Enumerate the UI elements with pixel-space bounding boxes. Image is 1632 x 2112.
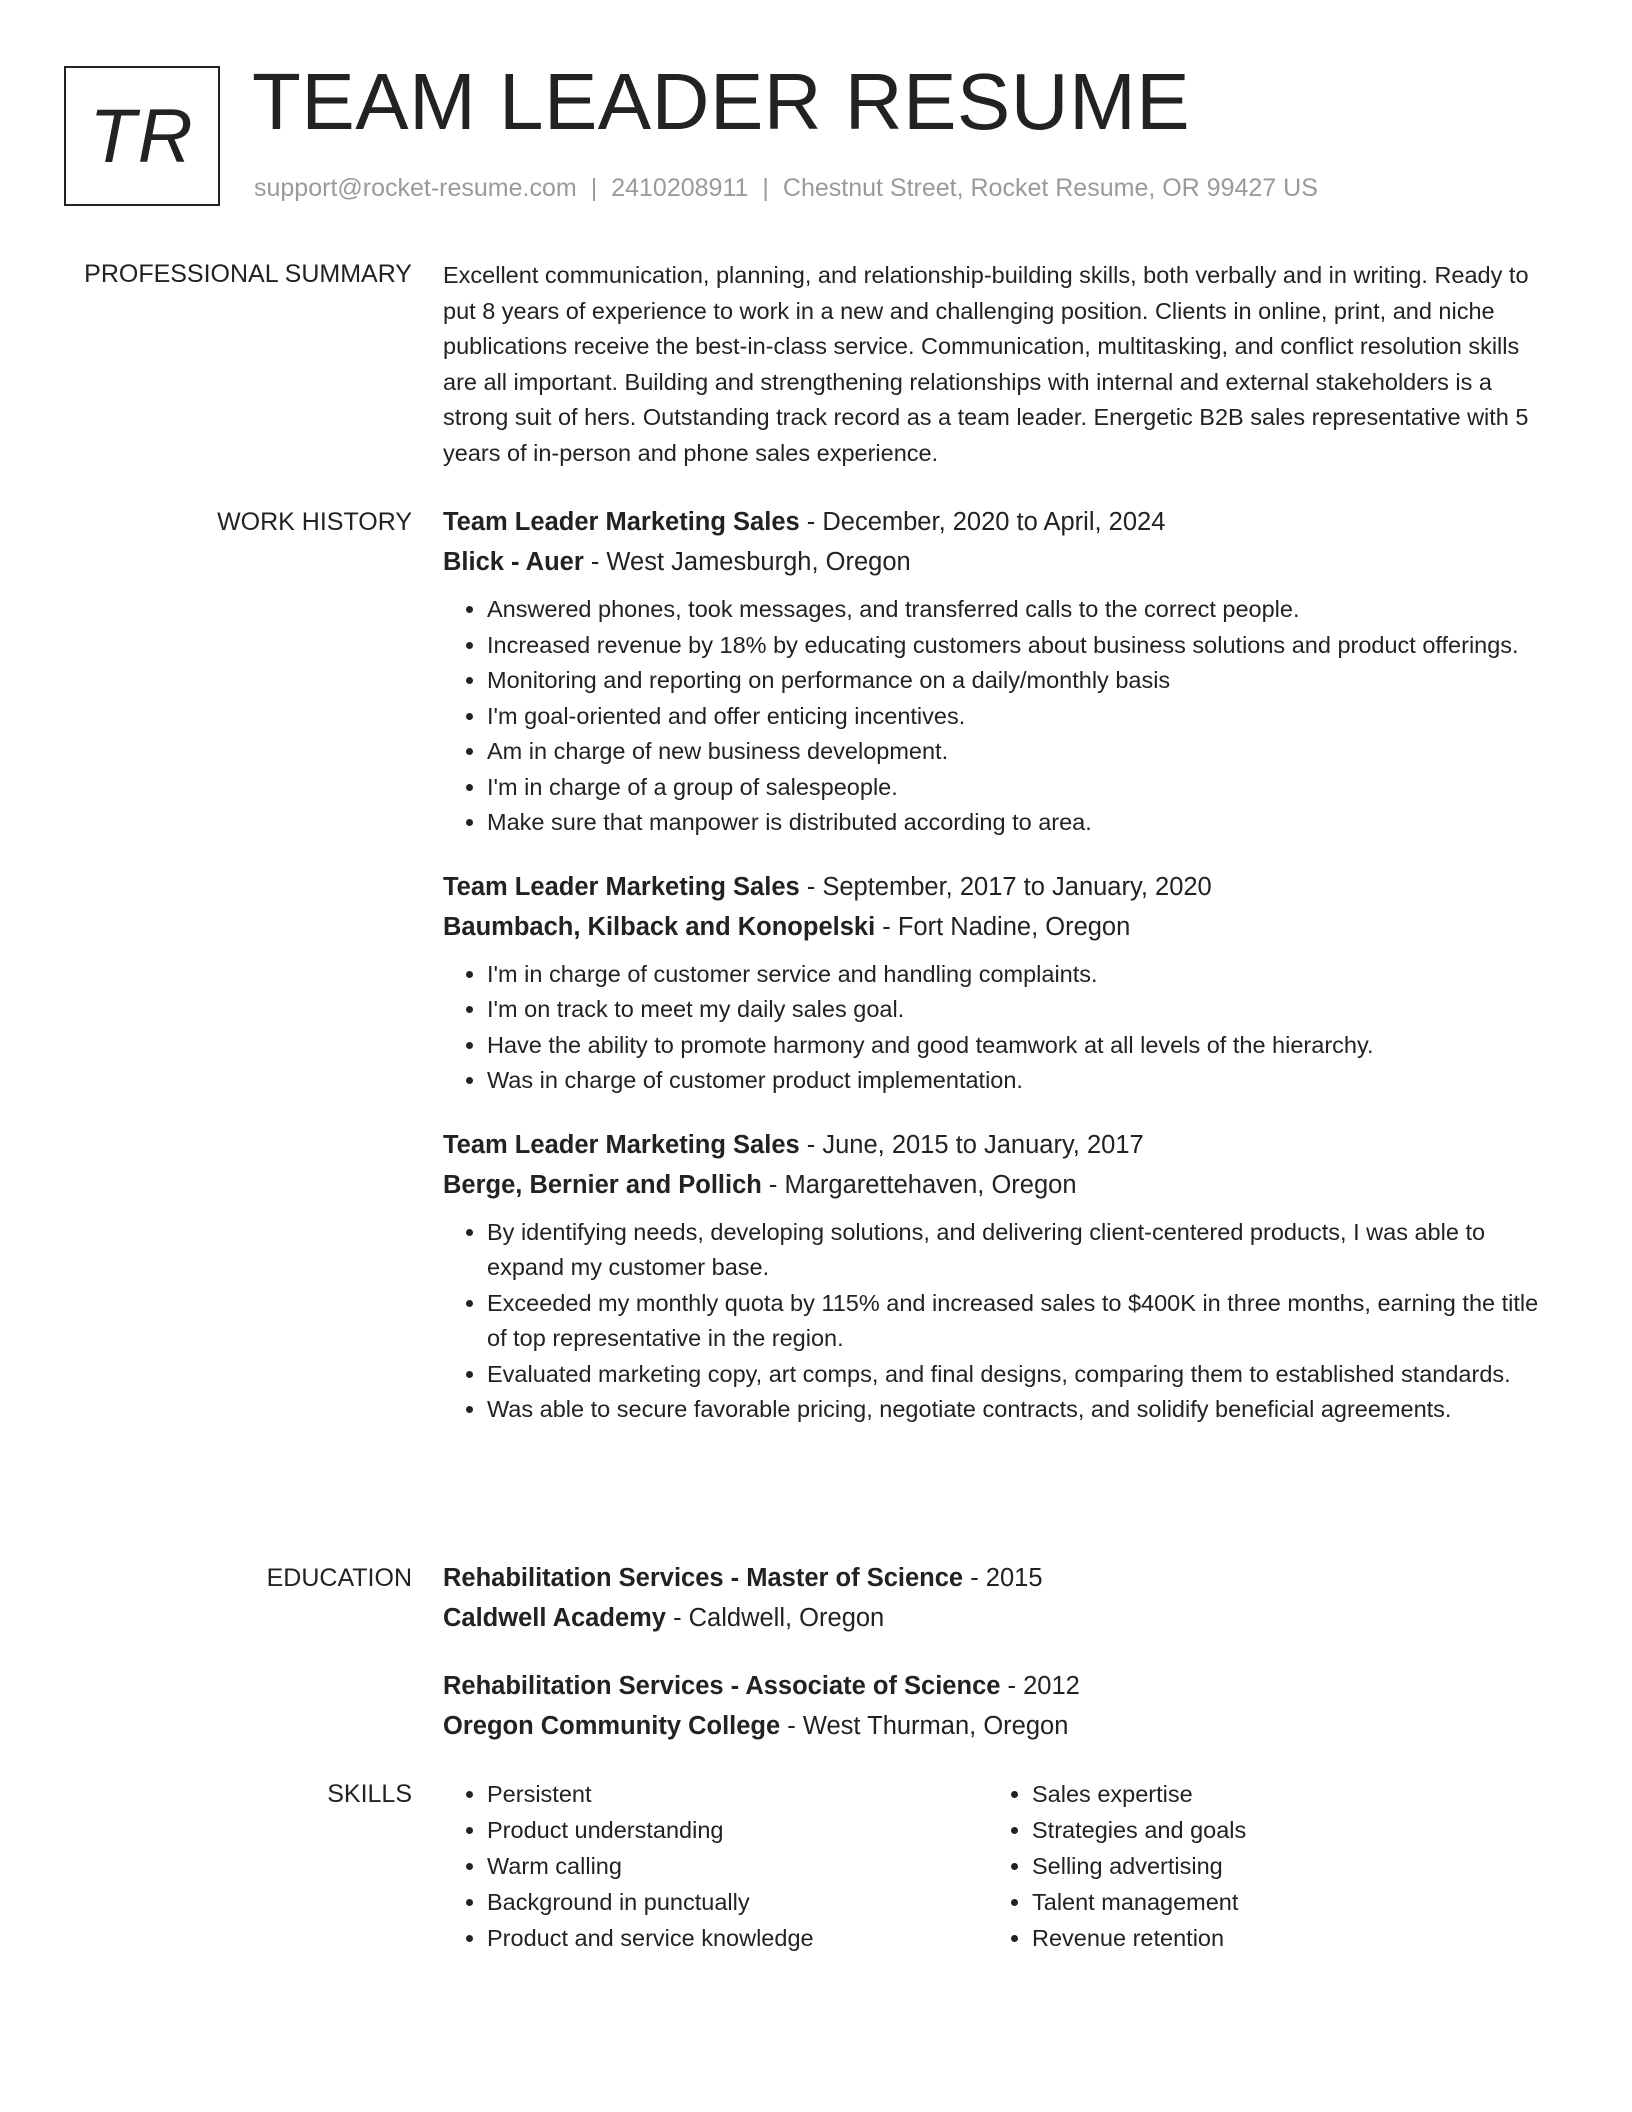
job-location: - Fort Nadine, Oregon bbox=[875, 912, 1131, 941]
job-title-line bbox=[443, 1125, 1553, 1165]
education-entry bbox=[443, 1666, 1553, 1746]
job-bullet: • Exceeded my monthly quota by 115% and increased sales to $400K in three months, earning the title of top representative in the region. bbox=[487, 1286, 1553, 1357]
job-dates: - September, 2017 to January, 2020 bbox=[799, 872, 1212, 901]
school-location: - Caldwell, Oregon bbox=[665, 1604, 885, 1632]
job-bullet: • By identifying needs, developing solutions, and delivering client-centered products, I was able to expand my customer base. bbox=[487, 1215, 1553, 1286]
skill-item: • Sales expertise bbox=[1032, 1776, 1533, 1812]
contact-line bbox=[254, 174, 1318, 203]
contact-address: Chestnut Street, Rocket Resume, OR 99427 US bbox=[782, 174, 1318, 202]
job-bullet: • Was able to secure favorable pricing, negotiate contracts, and solidify beneficial agreements. bbox=[487, 1392, 1553, 1428]
job-bullet: • Evaluated marketing copy, art comps, and final designs, comparing them to established standards. bbox=[487, 1357, 1553, 1393]
degree-line bbox=[443, 1558, 1553, 1598]
skill-item: • Revenue retention bbox=[1032, 1920, 1533, 1956]
contact-separator: | bbox=[590, 174, 598, 202]
school-line bbox=[443, 1706, 1553, 1746]
job-bullet: • I'm on track to meet my daily sales goal. bbox=[487, 992, 1553, 1028]
degree-name: Rehabilitation Services - Master of Science bbox=[443, 1564, 964, 1592]
job-company-line bbox=[443, 907, 1553, 947]
resume-title: TEAM LEADER RESUME bbox=[252, 57, 1191, 146]
skill-item: • Warm calling bbox=[487, 1848, 988, 1884]
job-bullet: • Was in charge of customer product implementation. bbox=[487, 1063, 1553, 1099]
contact-phone: 2410208911 bbox=[611, 174, 749, 202]
degree-name: Rehabilitation Services - Associate of Science bbox=[443, 1672, 1001, 1700]
job-bullet: • Monitoring and reporting on performance on a daily/monthly basis bbox=[487, 663, 1553, 699]
job-company-line bbox=[443, 542, 1553, 582]
monogram-text: TR bbox=[89, 93, 195, 179]
job-title: Team Leader Marketing Sales bbox=[443, 872, 800, 901]
job-bullet: • I'm in charge of customer service and handling complaints. bbox=[487, 957, 1553, 993]
job-title: Team Leader Marketing Sales bbox=[443, 508, 800, 536]
job-company: Blick - Auer bbox=[443, 548, 584, 576]
job-company: Baumbach, Kilback and Konopelski bbox=[443, 912, 876, 941]
school-name: Oregon Community College bbox=[443, 1712, 781, 1740]
job-bullets bbox=[443, 1215, 1553, 1428]
summary-text: Excellent communication, planning, and relationship-building skills, both verbally and in writing. Ready to put 8 years of experience to work in a new and challenging position. Clients in online, print, and niche publications receive the best-in-class service. Communication, multitasking, and conflict resolution skills are all important. Building and strengthening relationships with internal and external stakeholders is a strong suit of hers. Outstanding track record as a team leader. Energetic B2B sales representative with 5 years of in-person and phone sales experience. bbox=[443, 262, 1529, 466]
job-bullet: • Answered phones, took messages, and transferred calls to the correct people. bbox=[487, 592, 1553, 628]
section-label-education: EDUCATION bbox=[266, 1564, 412, 1592]
job-location: - Margarettehaven, Oregon bbox=[761, 1170, 1077, 1199]
job-title-line bbox=[443, 502, 1553, 542]
skill-item: • Persistent bbox=[487, 1776, 988, 1812]
monogram-badge bbox=[64, 66, 220, 206]
school-name: Caldwell Academy bbox=[443, 1604, 666, 1632]
skill-item: • Selling advertising bbox=[1032, 1848, 1533, 1884]
skills-list-left bbox=[443, 1776, 988, 1956]
section-label-summary: PROFESSIONAL SUMMARY bbox=[84, 260, 412, 288]
skill-item: • Product and service knowledge bbox=[487, 1920, 988, 1956]
degree-year: - 2012 bbox=[1000, 1672, 1080, 1700]
education-entry bbox=[443, 1558, 1553, 1638]
job-bullet: • I'm in charge of a group of salespeople. bbox=[487, 770, 1553, 806]
work-history-body bbox=[443, 502, 1553, 1454]
job-bullets bbox=[443, 957, 1553, 1099]
section-label-skills: SKILLS bbox=[327, 1780, 412, 1808]
skills-body bbox=[443, 1776, 1553, 1956]
education-body bbox=[443, 1558, 1553, 1772]
section-label-work-history: WORK HISTORY bbox=[217, 508, 412, 536]
job-dates: - June, 2015 to January, 2017 bbox=[799, 1130, 1144, 1159]
job-company: Berge, Bernier and Pollich bbox=[443, 1170, 762, 1199]
job-title: Team Leader Marketing Sales bbox=[443, 1130, 800, 1159]
job-entry bbox=[443, 867, 1553, 1099]
contact-separator: | bbox=[762, 174, 769, 202]
degree-year: - 2015 bbox=[963, 1564, 1043, 1592]
summary-body bbox=[443, 258, 1553, 471]
job-title-line bbox=[443, 867, 1553, 907]
job-entry bbox=[443, 502, 1553, 841]
contact-email: support@rocket-resume.com bbox=[254, 174, 577, 202]
school-location: - West Thurman, Oregon bbox=[780, 1712, 1069, 1740]
job-bullet: • Increased revenue by 18% by educating customers about business solutions and product offerings. bbox=[487, 628, 1553, 664]
skills-columns bbox=[443, 1776, 1553, 1956]
skill-item: • Product understanding bbox=[487, 1812, 988, 1848]
degree-line bbox=[443, 1666, 1553, 1706]
job-dates: - December, 2020 to April, 2024 bbox=[799, 508, 1166, 536]
skill-item: • Talent management bbox=[1032, 1884, 1533, 1920]
skill-item: • Strategies and goals bbox=[1032, 1812, 1533, 1848]
job-bullet: • I'm goal-oriented and offer enticing incentives. bbox=[487, 699, 1553, 735]
job-bullets bbox=[443, 592, 1553, 841]
skills-list-right bbox=[988, 1776, 1533, 1956]
school-line bbox=[443, 1598, 1553, 1638]
job-company-line bbox=[443, 1165, 1553, 1205]
job-bullet: • Am in charge of new business development. bbox=[487, 734, 1553, 770]
job-entry bbox=[443, 1125, 1553, 1428]
job-bullet: • Have the ability to promote harmony and good teamwork at all levels of the hierarchy. bbox=[487, 1028, 1553, 1064]
job-bullet: • Make sure that manpower is distributed according to area. bbox=[487, 805, 1553, 841]
skill-item: • Background in punctually bbox=[487, 1884, 988, 1920]
job-location: - West Jamesburgh, Oregon bbox=[583, 548, 911, 576]
